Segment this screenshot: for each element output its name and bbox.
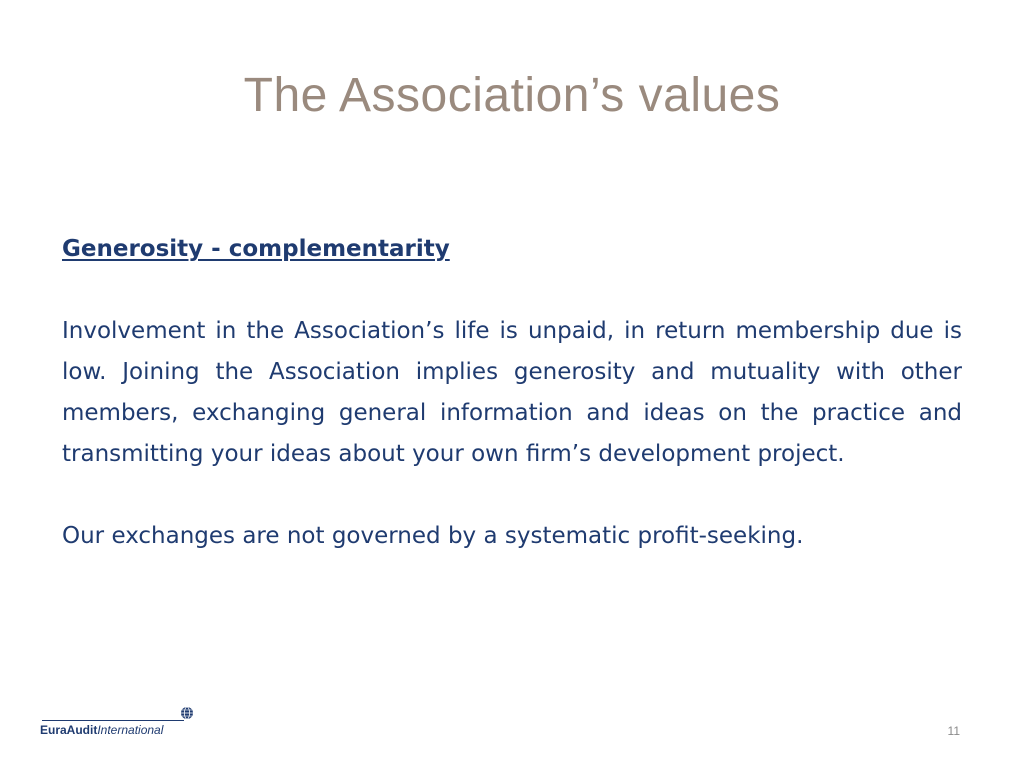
company-logo <box>40 704 200 738</box>
section-subheading: Generosity - complementarity <box>62 236 450 262</box>
page-number: 11 <box>947 724 960 738</box>
logo-rule <box>42 720 184 721</box>
logo-brand-bold: EuraAudit <box>40 723 98 737</box>
globe-icon <box>180 706 194 720</box>
slide-content <box>62 229 962 557</box>
logo-wordmark <box>40 722 163 738</box>
logo-brand-light: International <box>97 723 164 737</box>
slide-title: The Association’s values <box>243 69 781 122</box>
body-paragraph: Involvement in the Association’s life is unpaid, in return membership due is low. Joining the Association implies generosity and mutuality with other members, exchanging general information and ideas on the practice and transmitting your ideas about your own firm’s development project. <box>62 318 962 467</box>
body-paragraph: Our exchanges are not governed by a systematic profit-seeking. <box>62 523 804 549</box>
